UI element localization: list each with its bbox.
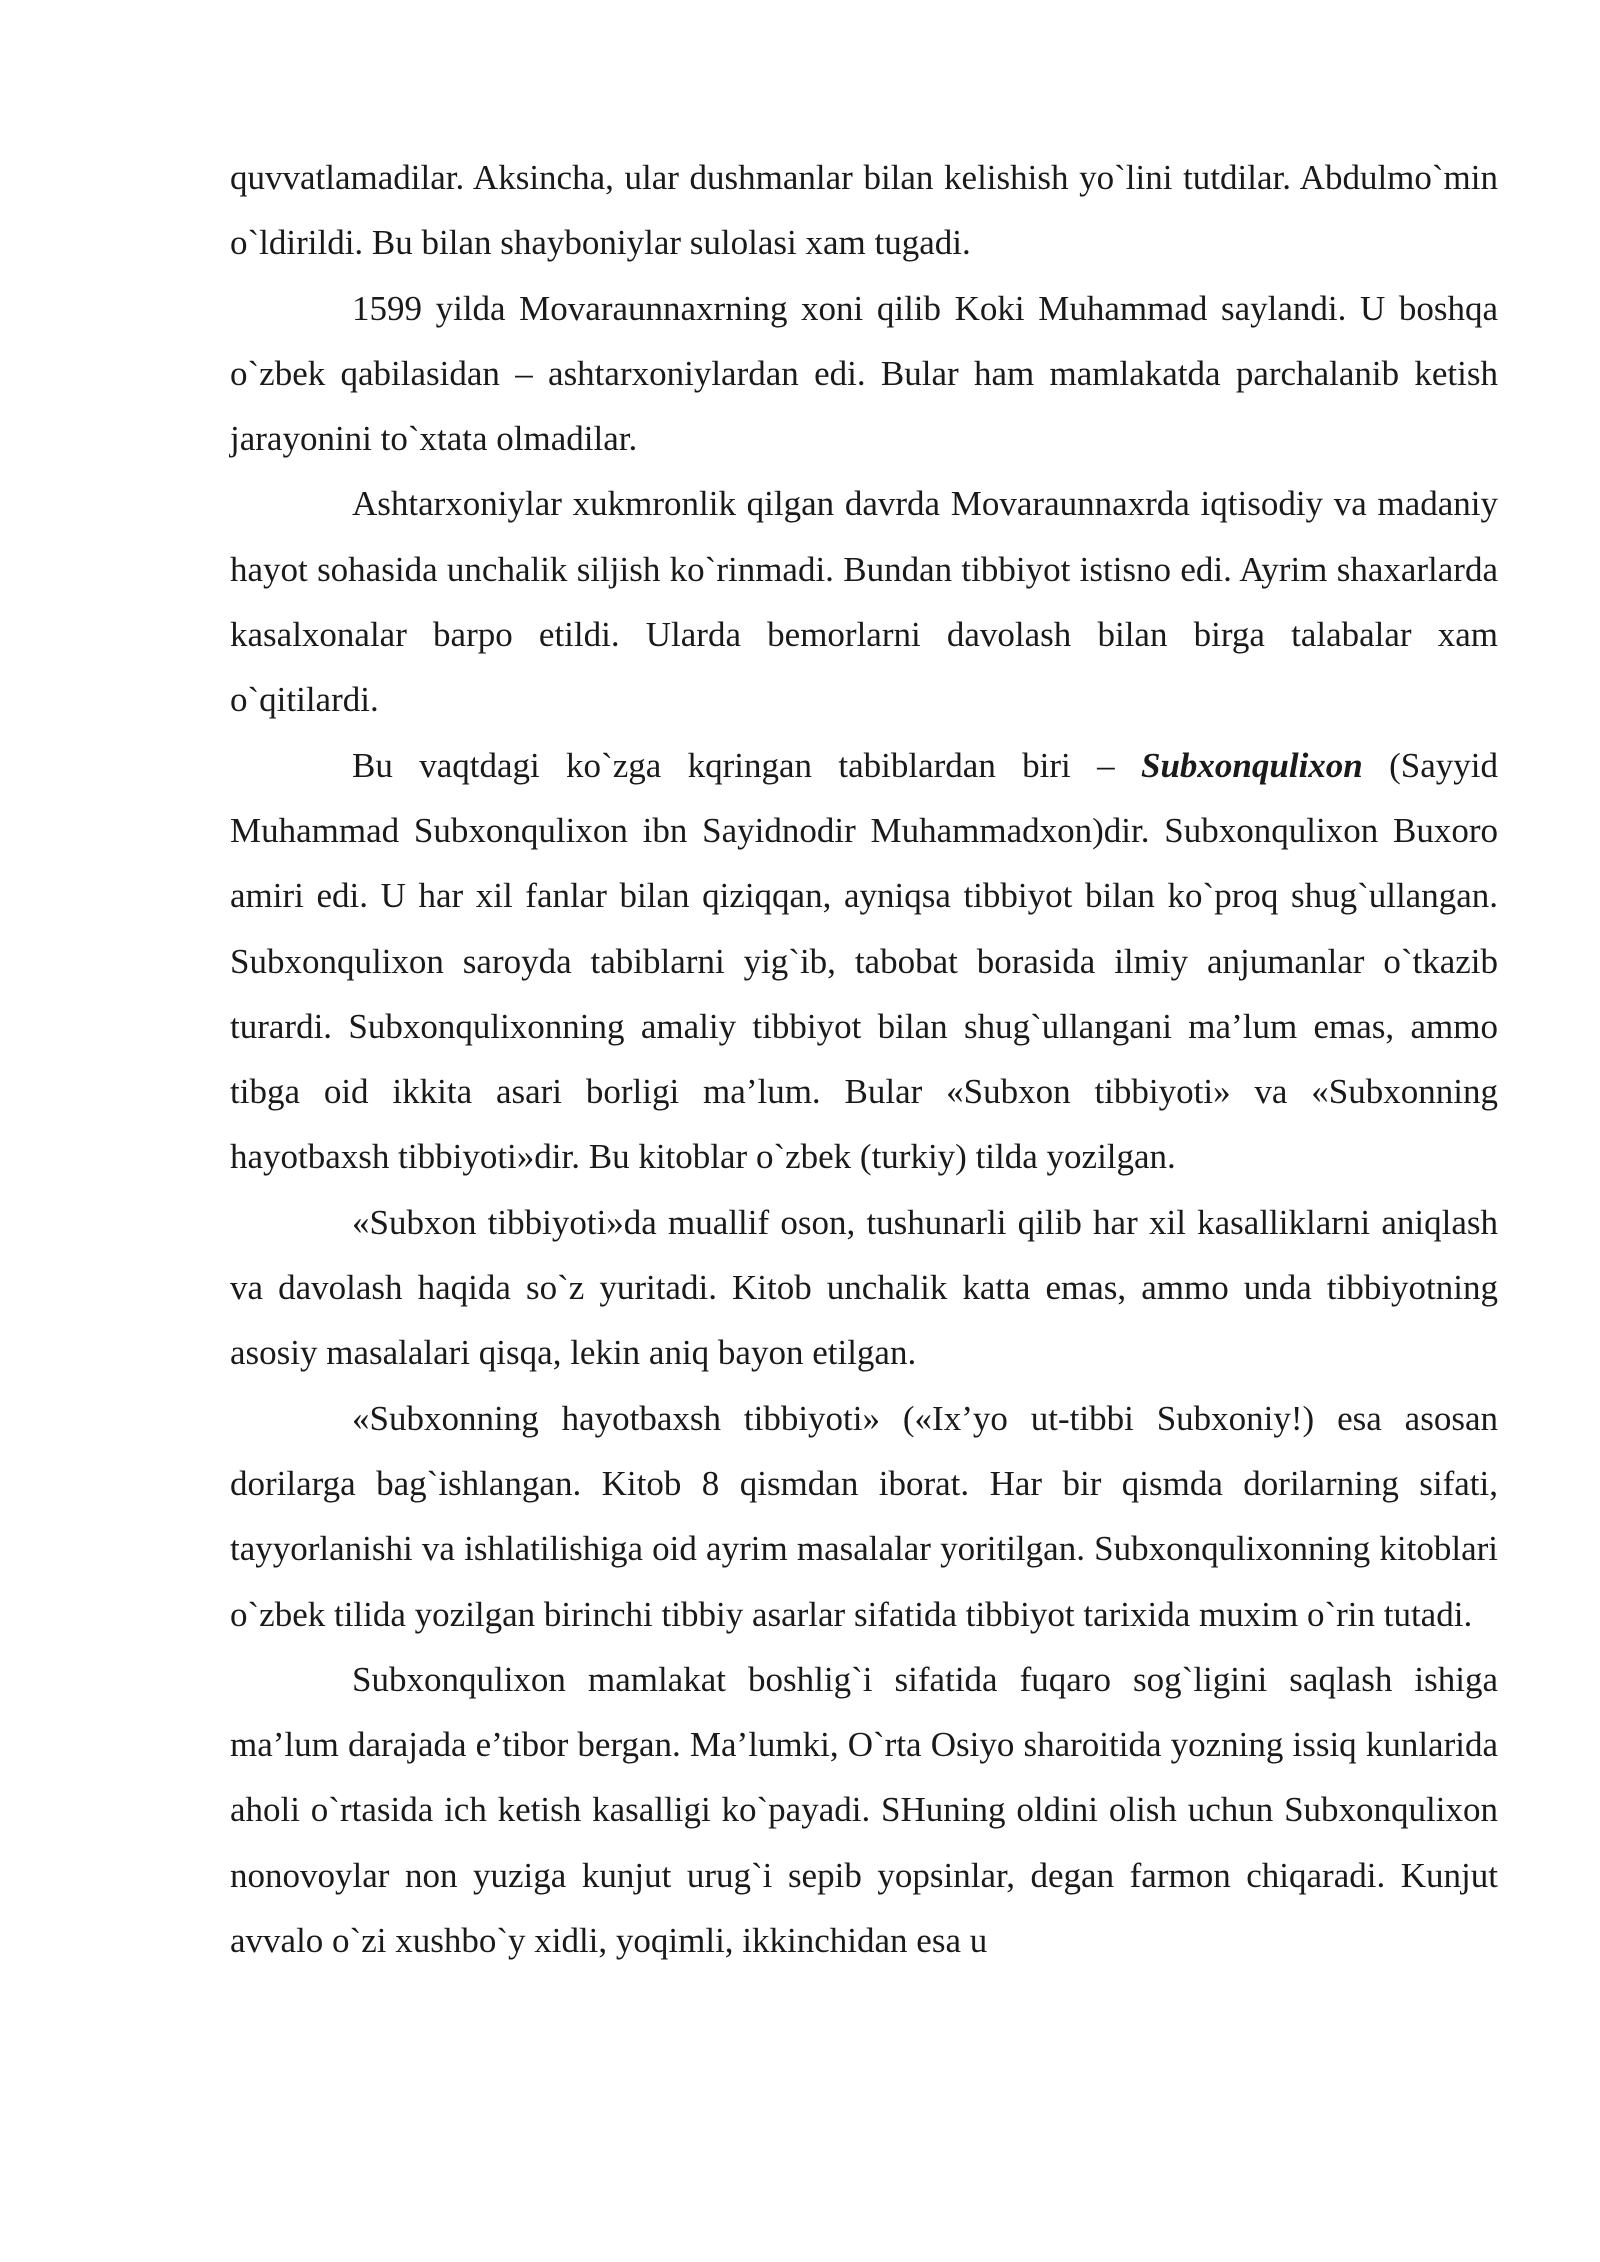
paragraph-4-lead: Bu vaqtdagi ko`zga kqringan tabiblardan biri – (352, 745, 1141, 785)
paragraph-4-rest: (Sayyid Muhammad Subxonqulixon ibn Sayidnodir Muhammadxon)dir. Subxonqulixon Buxoro amiri edi. U har xil fanlar bilan qiziqqan, ayniqsa tibbiyot bilan ko`proq shug`ullangan. Subxonqulixon saroyda tabiblarni yig`ib, tabobat borasida ilmiy anjumanlar o`tkazib turardi. Subxonqulixonning amaliy tibbiyot bilan shug`ullangani ma’lum emas, ammo tibga oid ikkita asari borligi ma’lum. Bular «Subxon tibbiyoti» va «Subxonning hayotbaxsh tibbiyoti»dir. Bu kitoblar o`zbek (turkiy) tilda yozilgan. (230, 745, 1498, 1177)
paragraph-7: Subxonqulixon mamlakat boshlig`i sifatida fuqaro sog`ligini saqlash ishiga ma’lum darajada e’tibor bergan. Ma’lumki, O`rta Osiyo sharoitida yozning issiq kunlarida aholi o`rtasida ich ketish kasalligi ko`payadi. SHuning oldini olish uchun Subxonqulixon nonovoylar non yuziga kunjut urug`i sepib yopsinlar, degan farmon chiqaradi. Kunjut avvalo o`zi xushbo`y xidli, yoqimli, ikkinchidan esa u (230, 1659, 1498, 1961)
paragraph-3: Ashtarxoniylar xukmronlik qilgan davrda Movaraunnaxrda iqtisodiy va madaniy hayot sohasida unchalik siljish ko`rinmadi. Bundan tibbiyot istisno edi. Ayrim shaxarlarda kasalxonalar barpo etildi. Ularda bemorlarni davolash bilan birga talabalar xam o`qitilardi. (230, 484, 1498, 720)
document-body (230, 145, 1498, 1973)
paragraph-2: 1599 yilda Movaraunnaxrning xoni qilib Koki Muhammad saylandi. U boshqa o`zbek qabilasidan – ashtarxoniylardan edi. Bular ham mamlakatda parchalanib ketish jarayonini to`xtata olmadilar. (230, 288, 1498, 459)
emphasized-name: Subxonqulixon (1140, 745, 1363, 785)
paragraph-5: «Subxon tibbiyoti»da muallif oson, tushunarli qilib har xil kasalliklarni aniqlash va davolash haqida so`z yuritadi. Kitob unchalik katta emas, ammo unda tibbiyotning asosiy masalalari qisqa, lekin aniq bayon etilgan. (230, 1202, 1498, 1373)
paragraph-4 (230, 733, 1498, 1190)
paragraph-6: «Subxonning hayotbaxsh tibbiyoti» («Ix’yo ut-tibbi Subxoniy!) esa asosan dorilarga bag`ishlangan. Kitob 8 qismdan iborat. Har bir qismda dorilarning sifati, tayyorlanishi va ishlatilishiga oid ayrim masalalar yoritilgan. Subxonqulixonning kitoblari o`zbek tilida yozilgan birinchi tibbiy asarlar sifatida tibbiyot tarixida muxim o`rin tutadi. (230, 1398, 1498, 1634)
paragraph-1: quvvatlamadilar. Aksincha, ular dushmanlar bilan kelishish yo`lini tutdilar. Abdulmo`min o`ldirildi. Bu bilan shayboniylar sulolasi xam tugadi. (230, 158, 1498, 263)
